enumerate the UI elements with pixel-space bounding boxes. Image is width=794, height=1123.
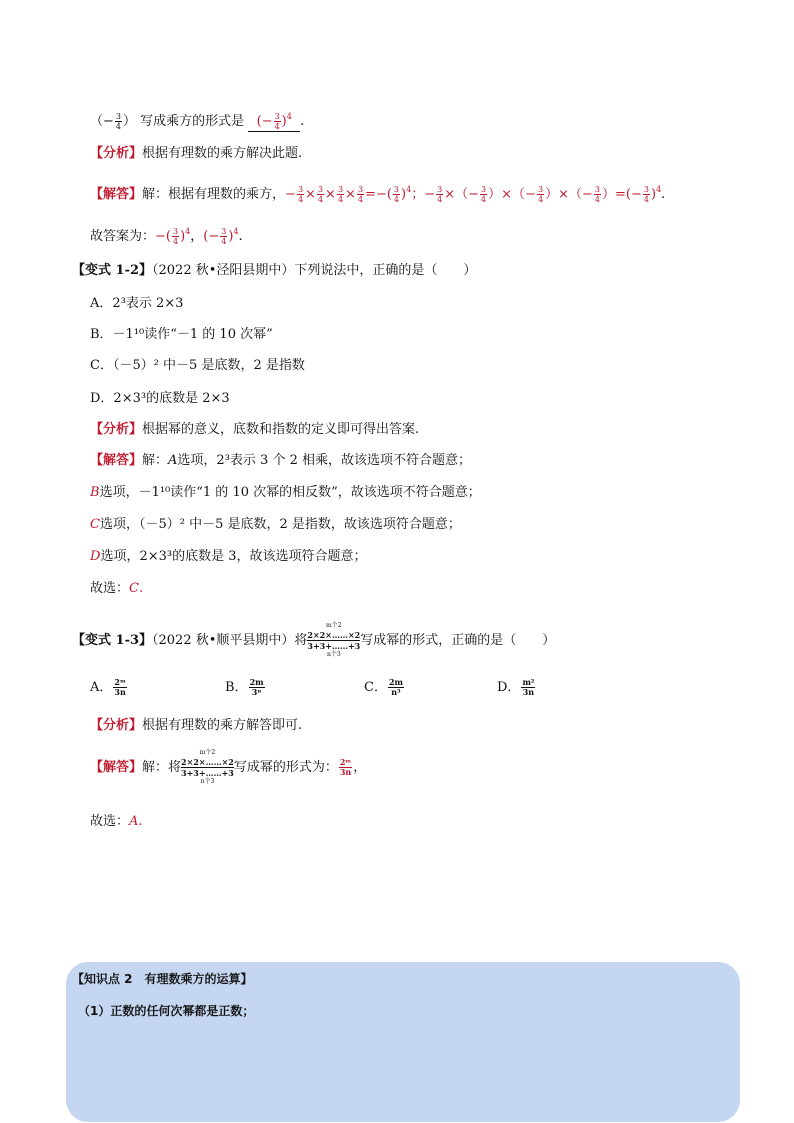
frac-den: 3+3+……+3	[307, 641, 361, 651]
frac-den: 3n	[114, 687, 126, 697]
times-sign: ×	[305, 187, 316, 202]
analysis-tag: 【分析】	[90, 146, 143, 161]
exercise-1-2-title	[72, 262, 476, 280]
frac-den: 4	[393, 195, 400, 204]
separator: ，	[353, 760, 367, 775]
frac-den: 4	[317, 195, 324, 204]
fraction	[172, 227, 179, 246]
frac-num: 3	[115, 112, 122, 121]
solution-text: 写成幂的形式为：	[233, 760, 338, 775]
frac-den: 4	[297, 195, 304, 204]
exponent: 4	[406, 185, 412, 194]
option-b	[90, 326, 273, 344]
minus-sign: −	[261, 114, 273, 129]
minus-sign: −	[631, 187, 642, 202]
frac-num: 2ᵐ	[339, 757, 352, 767]
choice-answer: A	[129, 814, 139, 829]
paren: (	[256, 114, 262, 129]
fraction	[339, 758, 352, 777]
solution-line-d	[90, 548, 367, 566]
option-a	[90, 678, 128, 697]
frac-den: 4	[173, 237, 179, 246]
frac-den: 4	[115, 122, 122, 131]
question-line	[90, 108, 304, 132]
frac-num: 3	[357, 185, 364, 194]
count-note: m个2	[326, 622, 342, 629]
paren: （	[568, 187, 582, 202]
fraction	[115, 112, 122, 131]
frac-num: 2m	[388, 677, 403, 687]
option-letter: D	[90, 549, 101, 564]
solution-line	[90, 181, 665, 204]
question-stem: 写成乘方的形式是	[140, 114, 245, 129]
paren: (	[386, 187, 392, 202]
solution-tag: 【解答】	[90, 760, 143, 775]
paren: ）	[488, 187, 502, 202]
exercise-tag: 【变式 1-2】	[72, 263, 153, 278]
frac-num: 3	[274, 112, 280, 121]
frac-num: 3	[297, 185, 304, 194]
period: .	[138, 581, 144, 596]
exponent: 4	[233, 227, 239, 236]
solution-tag: 【解答】	[90, 187, 143, 202]
analysis-tag: 【分析】	[90, 422, 143, 437]
minus-sign: −	[208, 229, 220, 244]
fraction	[317, 185, 324, 204]
count-note: m个2	[199, 749, 216, 756]
exponent: 4	[286, 112, 292, 121]
frac-num: 2m	[249, 677, 264, 687]
frac-den: 4	[437, 195, 443, 204]
option-text: C．（－5）² 中－5 是底数，2 是指数	[90, 358, 305, 373]
frac-den: 4	[221, 237, 227, 246]
choice-prefix: 故选：	[90, 581, 130, 596]
period: .	[238, 229, 243, 244]
frac-den: 4	[594, 195, 600, 204]
knowledge-title: 【知识点 2 有理数乘方的运算】	[72, 972, 253, 986]
option-text: D．2×3³的底数是 2×3	[90, 391, 230, 406]
paren: (	[165, 229, 171, 244]
equals-sign: =	[615, 187, 626, 202]
paren: （	[455, 187, 469, 202]
solution-line-b	[90, 484, 481, 502]
solution-tag: 【解答】	[90, 453, 143, 468]
frac-den: 3n	[339, 767, 352, 777]
exponent: 4	[185, 227, 191, 236]
option-letter: C	[90, 517, 100, 532]
option-c	[364, 678, 405, 697]
fraction	[297, 185, 304, 204]
frac-den: 4	[337, 195, 344, 204]
period: .	[300, 114, 305, 129]
solution-text: 选项，（－5）² 中－5 是底数，2 是指数，故该选项符合题意；	[99, 517, 461, 532]
minus-sign: −	[525, 187, 536, 202]
paren: )	[651, 187, 657, 202]
option-label: A．	[90, 680, 113, 695]
choice-line	[90, 580, 143, 598]
frac-num: 2×2×……×2	[181, 757, 234, 767]
times-sign: ×	[345, 187, 356, 202]
fraction	[521, 678, 535, 697]
option-a	[90, 295, 183, 313]
count-note: n个3	[326, 651, 341, 658]
frac-num: 3	[173, 227, 179, 236]
knowledge-item: （1）正数的任何次幂都是正数；	[78, 1004, 255, 1018]
exponent: 4	[656, 185, 662, 194]
fraction	[249, 678, 265, 697]
analysis-text: 根据幂的意义，底数和指数的定义即可得出答案.	[142, 422, 420, 437]
option-label: D．	[497, 680, 521, 695]
frac-num: 3	[337, 185, 344, 194]
answer-prefix: 故答案为：	[90, 229, 156, 244]
analysis-line	[90, 421, 419, 439]
times-sign: ×	[325, 187, 336, 202]
option-letter: A	[168, 453, 178, 468]
option-label: C．	[364, 680, 387, 695]
minus-sign: −	[155, 229, 166, 244]
fraction	[436, 185, 443, 204]
times-sign: ×	[444, 187, 456, 202]
fraction	[537, 185, 544, 204]
solution-prefix: 解：	[142, 453, 169, 468]
frac-den: n³	[391, 687, 401, 697]
analysis-line	[90, 145, 302, 163]
fraction	[388, 678, 404, 697]
frac-num: 2ᵐ	[114, 677, 126, 687]
solution-line-c	[90, 516, 461, 534]
fraction	[357, 185, 364, 204]
solution-text: 选项，－1¹⁰读作“1 的 10 次幂的相反数”，故该选项不符合题意；	[99, 485, 481, 500]
option-label: B．	[225, 680, 248, 695]
frac-den: 4	[274, 122, 280, 131]
power-expression	[307, 622, 360, 659]
analysis-text: 根据有理数的乘方解决此题.	[142, 146, 303, 161]
fraction	[220, 227, 227, 246]
solution-line	[90, 745, 366, 791]
analysis-tag: 【分析】	[90, 718, 143, 733]
answer-blank	[248, 108, 300, 132]
minus-sign: −	[285, 187, 296, 202]
frac-num: 3	[481, 185, 487, 194]
frac-den: 3n	[522, 687, 535, 697]
exercise-tag: 【变式 1-3】	[72, 633, 153, 648]
separator: ，	[190, 229, 204, 244]
times-sign: ×	[501, 187, 513, 202]
answer-line	[90, 223, 243, 246]
solution-prefix: 解：将	[142, 760, 182, 775]
paren: ）	[545, 187, 559, 202]
analysis-text: 根据有理数的乘方解答即可.	[142, 718, 303, 733]
exercise-1-3-title	[72, 618, 555, 664]
fraction	[594, 185, 601, 204]
frac-num: 3	[437, 185, 443, 194]
solution-prefix: 解：根据有理数的乘方，	[142, 187, 286, 202]
fraction	[113, 678, 126, 697]
frac-num: 3	[537, 185, 544, 194]
count-note: n个3	[200, 778, 215, 785]
frac-den: 3+3+……+3	[181, 768, 234, 778]
paren: )	[281, 114, 287, 129]
frac-den: 4	[537, 195, 544, 204]
minus-sign: −	[468, 187, 480, 202]
minus-sign: −	[582, 187, 593, 202]
fraction	[337, 185, 344, 204]
paren: (	[625, 187, 631, 202]
exercise-source: （2022 秋•泾阳县期中）下列说法中，正确的是（ ）	[152, 263, 477, 278]
choice-line	[90, 813, 143, 831]
frac-num: 3	[643, 185, 649, 194]
power-expression	[181, 749, 234, 786]
frac-num: 3	[393, 185, 400, 194]
paren: ）	[602, 187, 616, 202]
paren: )	[180, 229, 186, 244]
semicolon: ；	[411, 187, 425, 202]
option-letter: B	[90, 485, 100, 500]
fraction	[274, 112, 281, 131]
frac-den: 4	[481, 195, 487, 204]
solution-text: 选项，2³表示 3 个 2 相乘，故该选项不符合题意；	[177, 453, 471, 468]
option-c	[90, 357, 305, 375]
paren: ）	[123, 114, 137, 129]
frac-den: 3ⁿ	[251, 687, 262, 697]
fraction	[393, 185, 400, 204]
paren: （	[90, 114, 104, 129]
frac-num: 3	[594, 185, 600, 194]
paren: )	[401, 187, 407, 202]
fraction	[480, 185, 487, 204]
exercise-stem: 写成幂的形式，正确的是（ ）	[360, 633, 556, 648]
choice-prefix: 故选：	[90, 814, 130, 829]
frac-num: 3	[317, 185, 324, 194]
equals-sign: =	[365, 187, 376, 202]
frac-den: 4	[357, 195, 364, 204]
solution-text: 选项，2×3³的底数是 3，故该选项符合题意；	[100, 549, 367, 564]
frac-num: m²	[522, 677, 535, 687]
frac-num: 3	[221, 227, 227, 236]
option-d	[497, 678, 536, 697]
option-text: A．2³表示 2×3	[90, 296, 184, 311]
paren: （	[512, 187, 526, 202]
option-text: B．－1¹⁰读作“－1 的 10 次幂”	[90, 327, 273, 342]
knowledge-point-box	[66, 962, 740, 1122]
choice-answer: C	[129, 581, 139, 596]
frac-num: 2×2×……×2	[307, 630, 361, 640]
fraction	[643, 185, 650, 204]
paren: (	[203, 229, 209, 244]
period: .	[138, 814, 143, 829]
analysis-line	[90, 717, 302, 735]
option-d	[90, 390, 230, 408]
minus-sign: −	[103, 114, 114, 129]
paren: )	[228, 229, 234, 244]
minus-sign: −	[424, 187, 436, 202]
exercise-source: （2022 秋•顺平县期中）将	[152, 633, 308, 648]
times-sign: ×	[558, 187, 569, 202]
option-b	[225, 678, 266, 697]
minus-sign: −	[375, 187, 387, 202]
period: .	[661, 187, 666, 202]
solution-line-a	[90, 452, 471, 470]
frac-den: 4	[643, 195, 649, 204]
